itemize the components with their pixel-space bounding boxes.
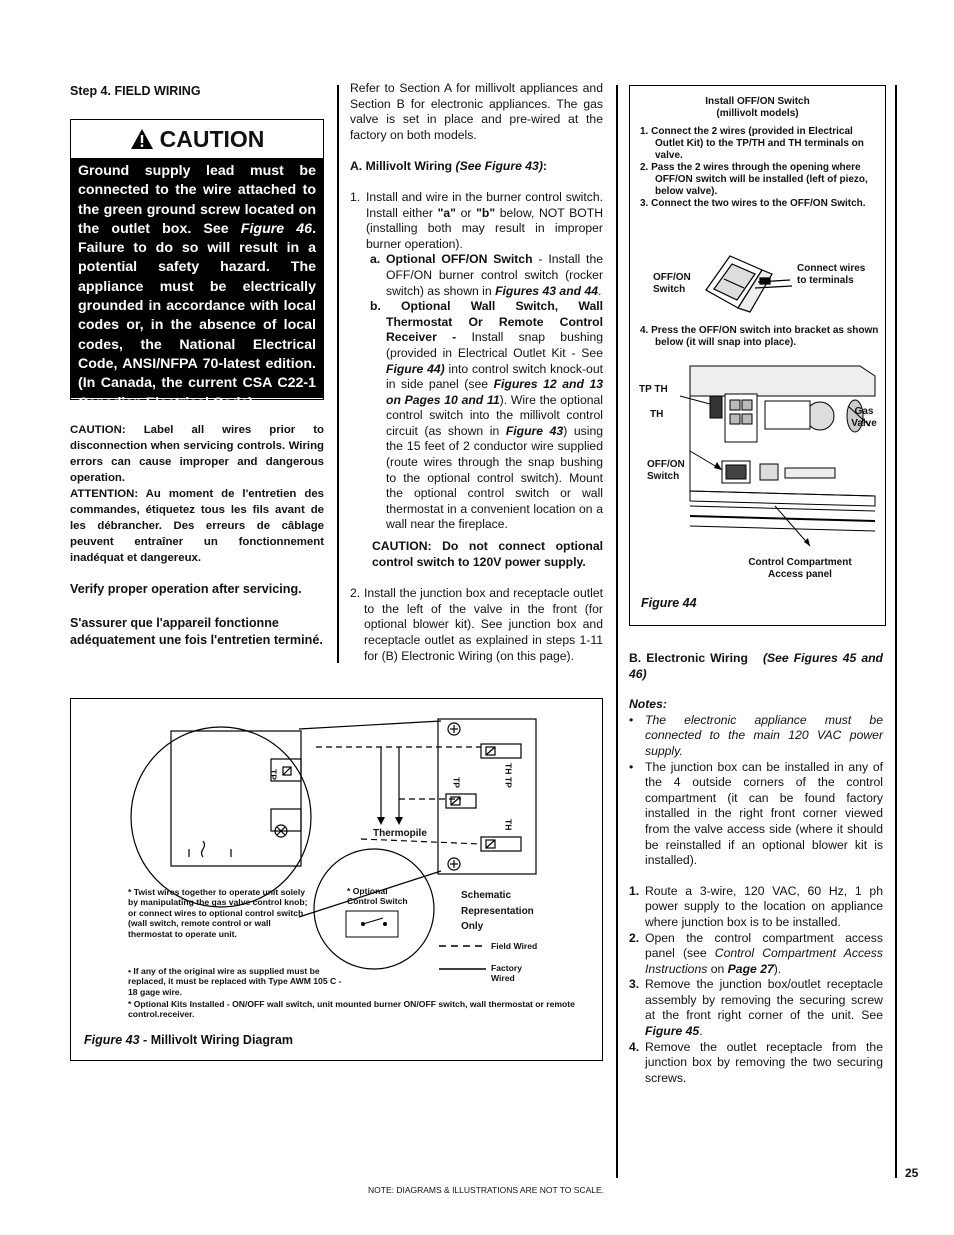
right-column	[629, 651, 883, 1086]
caution-figure-ref: Figure 46	[240, 220, 313, 237]
fig44-step-4: 4. Press the OFF/ON switch into bracket as shown below (it will snap into place).	[640, 325, 879, 348]
fig44-offon-label: OFF/ON Switch	[647, 459, 685, 482]
fig44-tp-th-label: TP TH	[639, 384, 668, 395]
sub-item-a: a. Optional OFF/ON Switch - Install the OFF/ON burner control switch (rocker switch) as shown in Figures 43 and 44.	[370, 252, 603, 298]
caution-text-2: . Failure to do so will result in a potential safety hazard. The appliance must be electrically grounded in accordance with local codes or, in the absence of local codes, the National Electrical Code, ANSI/NFPA 70-latest edition. (In Canada, the current CSA C22-1 Canadian Electrical Code).	[78, 220, 317, 411]
fig43-note-replace: • If any of the original wire as supplied must be replaced, it must be replaced with Type AWM 105 C - 18 gage wire.	[128, 966, 342, 997]
fig43-tp-label: TP	[451, 777, 462, 788]
fig43-tp-label-small: TP	[268, 769, 279, 780]
attention-label-text: ATTENTION: Au moment de l'entretien des commandes, étiquetez tous les fils avant de les débrancher. Des erreurs de câblage peuvent entraîner un fonctionnement inadéquat et dangereux.	[70, 488, 324, 564]
fig43-note-twist: * Twist wires together to operate unit solely by manipulating the gas valve control knob; or connect wires to optional control switch (wall switch, remote control or wall thermostat to operate unit.	[128, 887, 308, 939]
verify-operation-fr: S'assurer que l'appareil fonctionne adéquatement une fois l'entretien terminé.	[70, 616, 323, 647]
column-divider-right	[616, 85, 618, 1178]
list-item: 2. Open the control compartment access panel (see Control Compartment Access Instructions on Page 27).	[629, 930, 883, 976]
fig44-th-label: TH	[650, 409, 664, 420]
fig44-connect-label: Connect wires to terminals	[797, 263, 866, 286]
figure-43	[70, 698, 603, 1061]
fig43-thermopile-label: Thermopile	[373, 828, 427, 839]
caution-note: CAUTION: Do not connect optional control switch to 120V power supply.	[372, 539, 603, 569]
fig44-steps	[640, 126, 871, 210]
fig43-factory-wired-label: Factory Wired	[491, 963, 523, 984]
fig44-step-3: 3. Connect the two wires to the OFF/ON Switch.	[640, 198, 866, 209]
middle-column	[350, 81, 603, 664]
valve-compartment-illustration	[670, 356, 885, 566]
sub-item-b: b. Optional Wall Switch, Wall Thermostat Or Remote Control Receiver - Install snap bushing (provided in Electrical Outlet Kit - See Figure 44) into control switch knock-out in side panel (see Figures 12 and 13 on Pages 10 and 11). Wire the optional control switch into the millivolt control circuit (as shown in Figure 43) using the 15 feet of 2 conductor wire supplied (route wires through the snap bushing to the optional control switch). Mount the optional control switch or wall thermostat in a convenient location on a wall near the fireplace.	[370, 299, 603, 532]
list-item: 1. Install and wire in the burner control switch. Install either "a" or "b" below, NOT BOTH (installing both may result in improper burner operation).	[350, 189, 603, 251]
list-item: 1. Route a 3-wire, 120 VAC, 60 Hz, 1 ph power supply to the location on appliance where junction box is to be installed.	[629, 883, 883, 929]
fig44-step-2: 2. Pass the 2 wires through the opening where OFF/ON switch will be installed (left of piezo, below valve).	[640, 162, 868, 197]
fig43-th-tp-label: TH TP	[503, 763, 514, 788]
list-item: • The electronic appliance must be connected to the main 120 VAC power supply.	[629, 712, 883, 758]
fig44-gas-valve-label: Gas Valve	[851, 406, 877, 429]
section-a-heading: A. Millivolt Wiring (See Figure 43):	[350, 159, 547, 174]
list-item: 2. Install the junction box and receptacle outlet to the left of the valve in the front (for optional blower kit). See junction box and receptacle outlet as explained in steps 1-11 for (B) Electronic Wiring (on this page).	[350, 586, 603, 663]
fig44-title: Install OFF/ON Switch (millivolt models)	[705, 96, 810, 119]
footer-note: NOTE: DIAGRAMS & ILLUSTRATIONS ARE NOT TO SCALE.	[368, 1185, 605, 1195]
column-divider-left	[337, 85, 339, 663]
list-item: • The junction box can be installed in any of the 4 outside corners of the control compartment (it can be found factory installed in the right front corner viewed from the valve access side (where it should be reinstalled if an optional blower kit is installed).	[629, 759, 883, 868]
intro-paragraph: Refer to Section A for millivolt appliances and Section B for electronic appliances. The gas valve is set in place and pre-wired at the factory on both models.	[350, 81, 603, 142]
notes-title: Notes:	[629, 697, 667, 712]
fig44-switch-label: OFF/ON Switch	[653, 272, 691, 295]
page-number: 25	[905, 1166, 919, 1180]
figure-44	[629, 85, 886, 626]
caution-label-text: CAUTION: Label all wires prior to disconnection when servicing controls. Wiring errors can cause improper and dangerous operation.	[70, 424, 324, 484]
fig43-optional-switch-label: * Optional Control Switch	[347, 886, 408, 907]
warning-triangle-icon	[130, 128, 154, 150]
verify-operation-en: Verify proper operation after servicing.	[70, 582, 302, 596]
step-title: Step 4. FIELD WIRING	[70, 84, 201, 98]
fig43-caption: Figure 43 - Millivolt Wiring Diagram	[84, 1033, 293, 1047]
caution-header	[71, 120, 323, 158]
rocker-switch-illustration	[700, 252, 810, 324]
caution-title: CAUTION	[159, 125, 265, 152]
fig44-step-1: 1. Connect the 2 wires (provided in Electrical Outlet Kit) to the TP/TH and TH terminals on valve.	[640, 126, 864, 161]
caution-body	[71, 158, 323, 411]
caution-box	[70, 119, 324, 411]
fig43-field-wired-label: Field Wired	[491, 941, 538, 951]
fig44-caption: Figure 44	[641, 596, 697, 610]
fig43-schematic-label: Schematic Representation Only	[461, 890, 534, 932]
list-item: 4. Remove the outlet receptacle from the junction box by removing the two securing screws.	[629, 1039, 883, 1085]
column-divider-edge	[895, 85, 897, 1178]
fig43-note-kits: * Optional Kits Installed - ON/OFF wall switch, unit mounted burner ON/OFF switch, wall thermostat or remote control.receiver.	[128, 999, 575, 1020]
fig43-th-label: TH	[503, 819, 514, 831]
caution-text: Ground supply lead must be connected to the wire attached to the green ground screw located on the outlet box. See	[78, 163, 316, 237]
section-b-heading: B. Electronic Wiring (See Figures 45 and 46)	[629, 651, 883, 681]
list-item: 3. Remove the junction box/outlet receptacle assembly by removing the securing screw at the front right corner of the unit. See Figure 45.	[629, 977, 883, 1039]
fig44-access-panel-label: Control Compartment Access panel	[748, 557, 852, 580]
